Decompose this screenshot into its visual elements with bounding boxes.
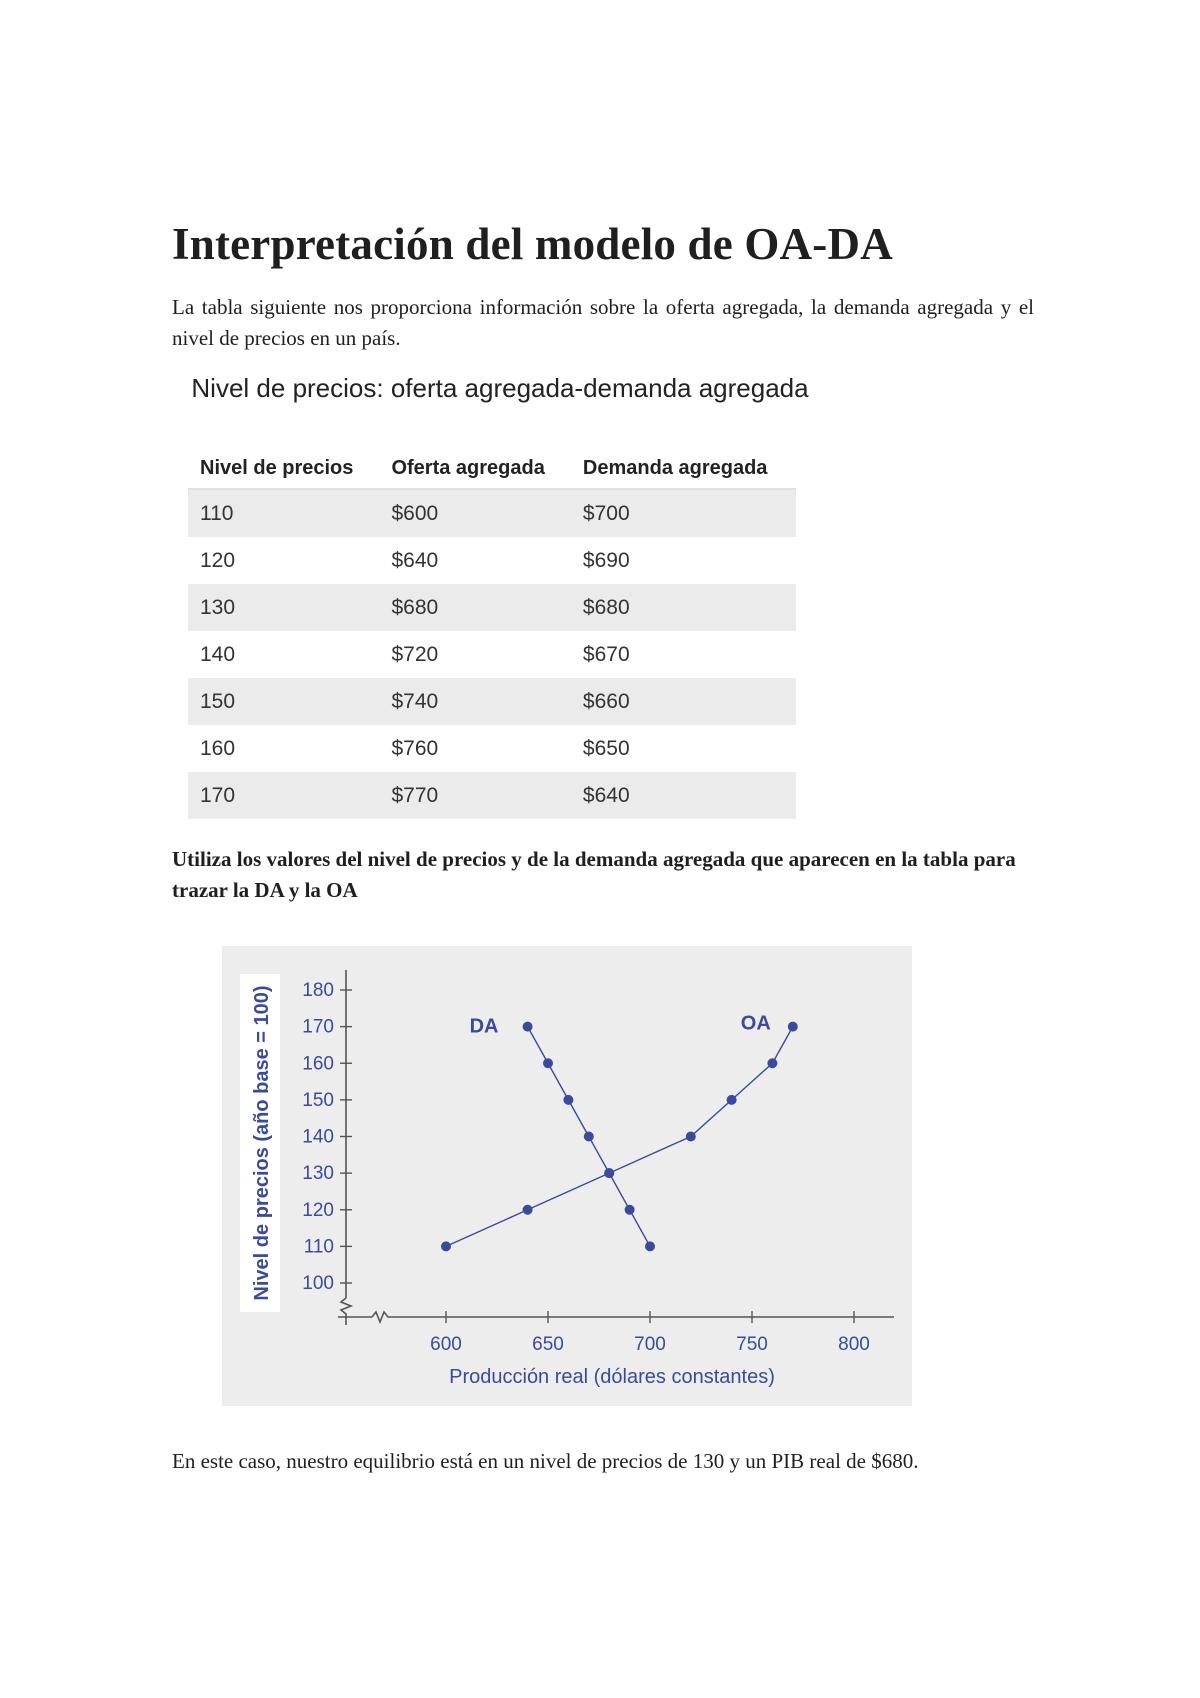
table-header-row	[188, 448, 796, 489]
y-tick-label: 170	[302, 1016, 334, 1038]
chart-svg	[222, 946, 912, 1406]
cell-aggregate-supply: $600	[379, 489, 570, 537]
table-row	[188, 678, 796, 725]
data-point-oa	[441, 1241, 451, 1251]
data-point-da	[645, 1241, 655, 1251]
cell-price-level: 130	[188, 584, 379, 631]
cell-price-level: 170	[188, 772, 379, 819]
cell-aggregate-demand: $650	[582, 736, 630, 760]
cell-aggregate-supply: $640	[391, 548, 439, 572]
table-row	[188, 772, 796, 819]
data-point-oa	[727, 1095, 737, 1105]
y-tick-label: 160	[302, 1053, 334, 1075]
cell-price-level: 120	[200, 548, 236, 572]
x-tick-label: 800	[838, 1334, 870, 1355]
y-tick-label: 130	[302, 1163, 334, 1185]
table-title: Nivel de precios: oferta agregada-demanda agregada	[191, 373, 809, 403]
instruction-paragraph: Utiliza los valores del nivel de precios y de la demanda agregada que aparecen en la tabla para trazar la DA y la OA	[172, 847, 1016, 902]
price-level-table	[188, 448, 796, 819]
data-point-oa	[523, 1205, 533, 1215]
y-axis-break	[341, 1298, 351, 1325]
table-row	[188, 725, 796, 772]
intro-paragraph: La tabla siguiente nos proporciona información sobre la oferta agregada, la demanda agregada y el nivel de precios en un país.	[172, 295, 1034, 350]
x-tick-label: 650	[532, 1334, 564, 1355]
table-row	[188, 631, 796, 678]
cell-aggregate-supply: $740	[379, 678, 570, 725]
cell-price-level: 110	[188, 489, 379, 537]
page-title: Interpretación del modelo de OA-DA	[172, 219, 893, 269]
series-label-oa: OA	[740, 1012, 771, 1035]
x-tick-label: 750	[736, 1334, 768, 1355]
data-point-da	[625, 1205, 635, 1215]
cell-aggregate-supply: $720	[391, 642, 439, 666]
cell-aggregate-demand: $670	[582, 642, 630, 666]
cell-aggregate-supply: $760	[391, 736, 439, 760]
cell-aggregate-demand: $690	[582, 548, 630, 572]
x-axis-label: Producción real (dólares constantes)	[449, 1366, 775, 1388]
data-point-da	[584, 1132, 594, 1142]
data-point-oa	[686, 1132, 696, 1142]
y-tick-label: 100	[302, 1273, 334, 1294]
cell-aggregate-demand: $700	[571, 489, 796, 537]
data-point-da	[543, 1058, 553, 1068]
ad-as-chart	[222, 946, 912, 1406]
y-tick-label: 150	[302, 1089, 334, 1111]
x-axis-break	[372, 1312, 894, 1322]
cell-aggregate-supply: $680	[379, 584, 570, 631]
data-point-oa	[767, 1058, 777, 1068]
data-point-oa	[788, 1022, 798, 1032]
x-tick-label: 600	[430, 1334, 462, 1355]
y-tick-label: 120	[302, 1199, 334, 1221]
conclusion-paragraph: En este caso, nuestro equilibrio está en un nivel de precios de 130 y un PIB real de $680.	[172, 1449, 919, 1473]
table-row	[188, 489, 796, 537]
series-label-da: DA	[469, 1015, 499, 1038]
cell-price-level: 140	[200, 642, 236, 666]
y-axis-label: Nivel de precios (año base = 100)	[251, 985, 273, 1301]
header-aggregate-supply: Oferta agregada	[379, 448, 570, 489]
table-row	[188, 537, 796, 584]
header-aggregate-demand: Demanda agregada	[571, 448, 796, 489]
data-point-oa	[604, 1168, 614, 1178]
y-tick-label: 140	[302, 1126, 334, 1148]
x-tick-label: 700	[634, 1334, 666, 1355]
series-line-oa	[446, 1027, 793, 1247]
data-point-da	[523, 1022, 533, 1032]
data-point-da	[563, 1095, 573, 1105]
y-tick-label: 110	[303, 1236, 334, 1258]
cell-aggregate-supply: $770	[379, 772, 570, 819]
cell-price-level: 150	[188, 678, 379, 725]
cell-aggregate-demand: $660	[571, 678, 796, 725]
y-tick-label: 180	[302, 980, 334, 1001]
cell-aggregate-demand: $680	[571, 584, 796, 631]
cell-aggregate-demand: $640	[571, 772, 796, 819]
header-price-level: Nivel de precios	[188, 448, 379, 489]
table-row	[188, 584, 796, 631]
cell-price-level: 160	[200, 736, 236, 760]
